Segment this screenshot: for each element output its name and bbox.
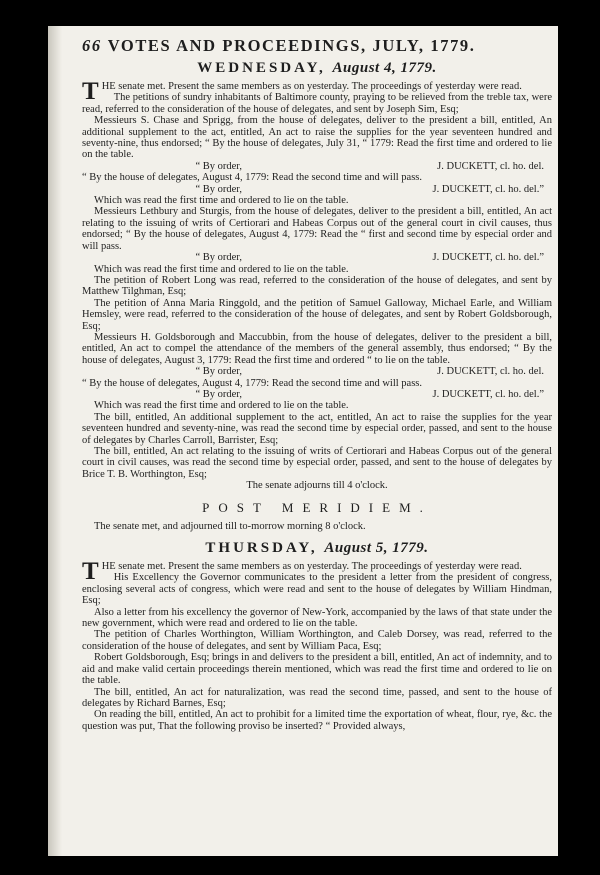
paragraph: The petition of Charles Worthington, William Worthington, and Caleb Dorsey, was read, referred to the consideration of the house of delegates, and sent by William Paca, Esq; (82, 629, 552, 652)
paragraph: The bill, entitled, An act for naturalization, was read the second time, passed, and sent to the house of delegates by Richard Barnes, Esq; (82, 686, 552, 709)
paragraph: The petition of Robert Long was read, referred to the consideration of the house of delegates, and sent by Matthew Tilghman, Esq; (82, 274, 552, 298)
page-gutter-shadow (48, 26, 62, 856)
running-title: VOTES AND PROCEEDINGS, JULY, 1779. (107, 36, 476, 55)
signature-line (82, 366, 552, 377)
paragraph: His Excellency the Governor communicates to the president a letter from the president of congress, enclosing several acts of congress, which were read and sent to the house of delegates by William Hindman, Esq; (82, 572, 552, 607)
signature-by-order: “ By order, (195, 388, 242, 400)
paragraph: THE senate met. Present the same members as on yesterday. The proceedings of yesterday were read. (82, 558, 522, 586)
signature-line (82, 161, 552, 172)
signature-clerk: J. DUCKETT, cl. ho. del. (437, 366, 544, 378)
day-name: WEDNESDAY, (197, 60, 326, 76)
day-date: August 4, 1779. (332, 60, 437, 76)
running-header (82, 36, 552, 56)
day-name: THURSDAY, (205, 540, 318, 557)
day-date: August 5, 1779. (324, 540, 429, 557)
paragraph: The senate met, and adjourned till to-morrow morning 8 o'clock. (94, 520, 366, 532)
paragraph: The bill, entitled, An additional supplement to the act, entitled, An act to raise the supplies for the year seventeen hundred and seventy-nine, was read the second time by especial order, passed, and sent to the house of delegates by Charles Carroll, Barrister, Esq; (82, 411, 552, 446)
day-heading-wednesday (82, 60, 552, 77)
paragraph: Which was read the first time and ordered to lie on the table. (94, 195, 349, 207)
signature-by-order: “ By order, (195, 366, 242, 378)
paragraph: On reading the bill, entitled, An act to prohibit for a limited time the exportation of wheat, flour, rye, &c. the question was put, That the following proviso be inserted? “ Provided always, (82, 709, 552, 732)
signature-line (82, 252, 552, 263)
signature-clerk: J. DUCKETT, cl. ho. del.” (432, 252, 544, 264)
paragraph: The petitions of sundry inhabitants of Baltimore county, praying to be relieved from the treble tax, were read, referred to the consideration of the house of delegates, and sent by Joseph Sim, Esq; (82, 92, 552, 115)
paragraph: THE senate met. Present the same members as on yesterday. The proceedings of yesterday were read. (82, 78, 522, 105)
paragraph: Which was read the first time and ordered to lie on the table. (94, 400, 349, 412)
signature-by-order: “ By order, (195, 160, 242, 172)
paragraph: “ By the house of delegates, August 4, 1779: Read the second time and will pass. (82, 172, 423, 184)
paragraph: Messieurs Lethbury and Sturgis, from the house of delegates, deliver to the president a bill, entitled, An act relating to the issuing of writs of Certiorari and Habeas Corpus out of the general court in civil causes, thus endorsed; “ By the house of delegates, August 4, 1779: Read the “ first and second time by especial order and will pass. (82, 206, 552, 252)
paragraph: Which was read the first time and ordered to lie on the table. (94, 263, 349, 275)
signature-clerk: J. DUCKETT, cl. ho. del.” (432, 388, 544, 400)
page-content (82, 36, 552, 732)
signature-by-order: “ By order, (195, 252, 242, 264)
paragraph: Robert Goldsborough, Esq; brings in and delivers to the president a bill, entitled, An act of indemnity, and to aid and make valid certain proceedings therein mentioned, which was read the first time and ordered to lie on the table. (82, 652, 552, 687)
signature-clerk: J. DUCKETT, cl. ho. del. (437, 160, 544, 172)
document-page (48, 26, 558, 856)
day-heading-thursday (82, 540, 552, 557)
paragraph: The petition of Anna Maria Ringgold, and the petition of Samuel Galloway, Michael Earle, and William Hemsley, were read, referred to the consideration of the house of delegates, and sent by Robert Goldsborough, Esq; (82, 297, 552, 332)
signature-clerk: J. DUCKETT, cl. ho. del.” (432, 183, 544, 195)
paragraph: Also a letter from his excellency the governor of New-York, accompanied by the laws of that state under the new government, which were read and ordered to lie on the table. (82, 606, 552, 630)
adjournment-line: The senate adjourns till 4 o'clock. (246, 480, 388, 492)
signature-by-order: “ By order, (195, 183, 242, 195)
signature-line (82, 184, 552, 195)
paragraph: Messieurs S. Chase and Sprigg, from the house of delegates, deliver to the president a bill, entitled, An additional supplement to the act, entitled, An act to raise the supplies for the year seventeen hundred and seventy-nine, thus endorsed; “ By the house of delegates, July 31, “ 1779: Read the first time and ordered to lie on the table. (82, 115, 552, 161)
paragraph: Messieurs H. Goldsborough and Maccubbin, from the house of delegates, deliver to the president a bill, entitled, An act to compel the attendance of the members of the general assembly, thus endorsed; “ By the house of delegates, August 3, 1779: Read the first time and ordered “ to lie on the table. (82, 331, 552, 366)
signature-line (82, 389, 552, 400)
post-meridiem-heading: POST MERIDIEM. (202, 499, 432, 515)
page-number: 66 (82, 36, 102, 55)
paragraph: “ By the house of delegates, August 4, 1779: Read the second time and will pass. (82, 377, 423, 389)
paragraph: The bill, entitled, An act relating to the issuing of writs of Certiorari and Habeas Corpus out of the general court in civil causes, was read the second time by especial order, passed, and sent to the house of delegates by Brice T. B. Worthington, Esq; (82, 446, 552, 480)
